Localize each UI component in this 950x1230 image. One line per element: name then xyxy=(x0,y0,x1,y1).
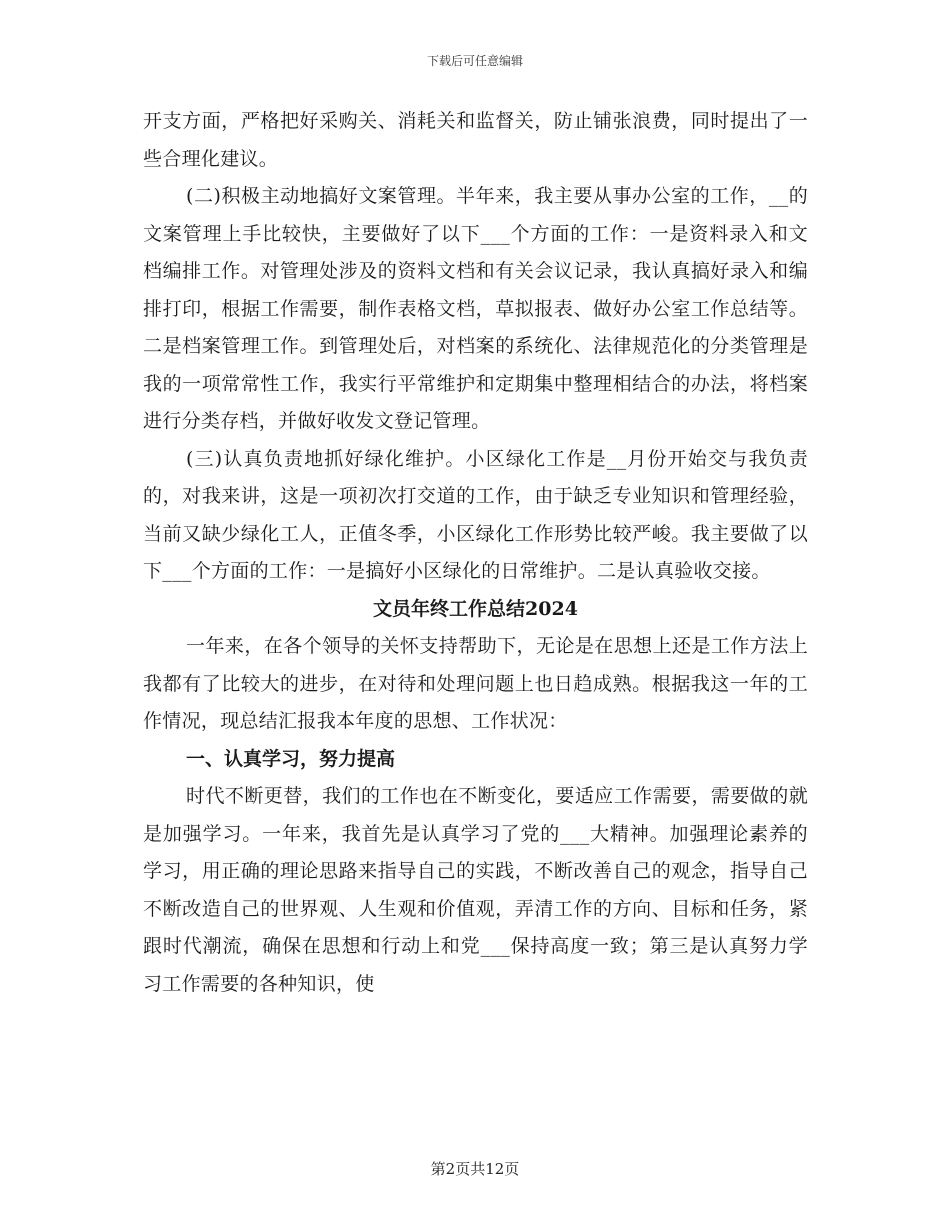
paragraph-3: (三)认真负责地抓好绿化维护。小区绿化工作是__月份开始交与我负责的，对我来讲，这是一项初次打交道的工作，由于缺乏专业知识和管理经验，当前又缺少绿化工人，正值冬季，小区绿化工作形势比较严峻。我主要做了以下___个方面的工作：一是搞好小区绿化的日常维护。二是认真验收交接。 xyxy=(143,447,808,582)
document-body xyxy=(143,103,808,1003)
page-header-note: 下载后可任意编辑 xyxy=(426,54,523,68)
document-title: 文员年终工作总结2024 xyxy=(373,597,578,620)
paragraph-5: 时代不断更替，我们的工作也在不断变化，要适应工作需要，需要做的就是加强学习。一年来，我首先是认真学习了党的___大精神。加强理论素养的学习，用正确的理论思路来指导自己的实践，不断改善自己的观念，指导自己不断改造自己的世界观、人生观和价值观，弄清工作的方向、目标和任务，紧跟时代潮流，确保在思想和行动上和党___保持高度一致；第三是认真努力学习工作需要的各种知识，使 xyxy=(143,785,808,995)
paragraph-4: 一年来，在各个领导的关怀支持帮助下，无论是在思想上还是工作方法上我都有了比较大的进步，在对待和处理问题上也日趋成熟。根据我这一年的工作情况，现总结汇报我本年度的思想、工作状况： xyxy=(143,635,808,732)
paragraph-2: (二)积极主动地搞好文案管理。半年来，我主要从事办公室的工作，__的文案管理上手比较快，主要做好了以下___个方面的工作：一是资料录入和文档编排工作。对管理处涉及的资料文档和有关会议记录，我认真搞好录入和编排打印，根据工作需要，制作表格文档，草拟报表、做好办公室工作总结等。二是档案管理工作。到管理处后，对档案的系统化、法律规范化的分类管理是我的一项常常性工作，我实行平常维护和定期集中整理相结合的办法，将档案进行分类存档，并做好收发文登记管理。 xyxy=(143,185,808,432)
section-heading-1: 一、认真学习，努力提高 xyxy=(186,747,396,770)
page-number: 第2页共12页 xyxy=(430,1160,520,1178)
paragraph-1: 开支方面，严格把好采购关、消耗关和监督关，防止铺张浪费，同时提出了一些合理化建议。 xyxy=(143,110,808,170)
